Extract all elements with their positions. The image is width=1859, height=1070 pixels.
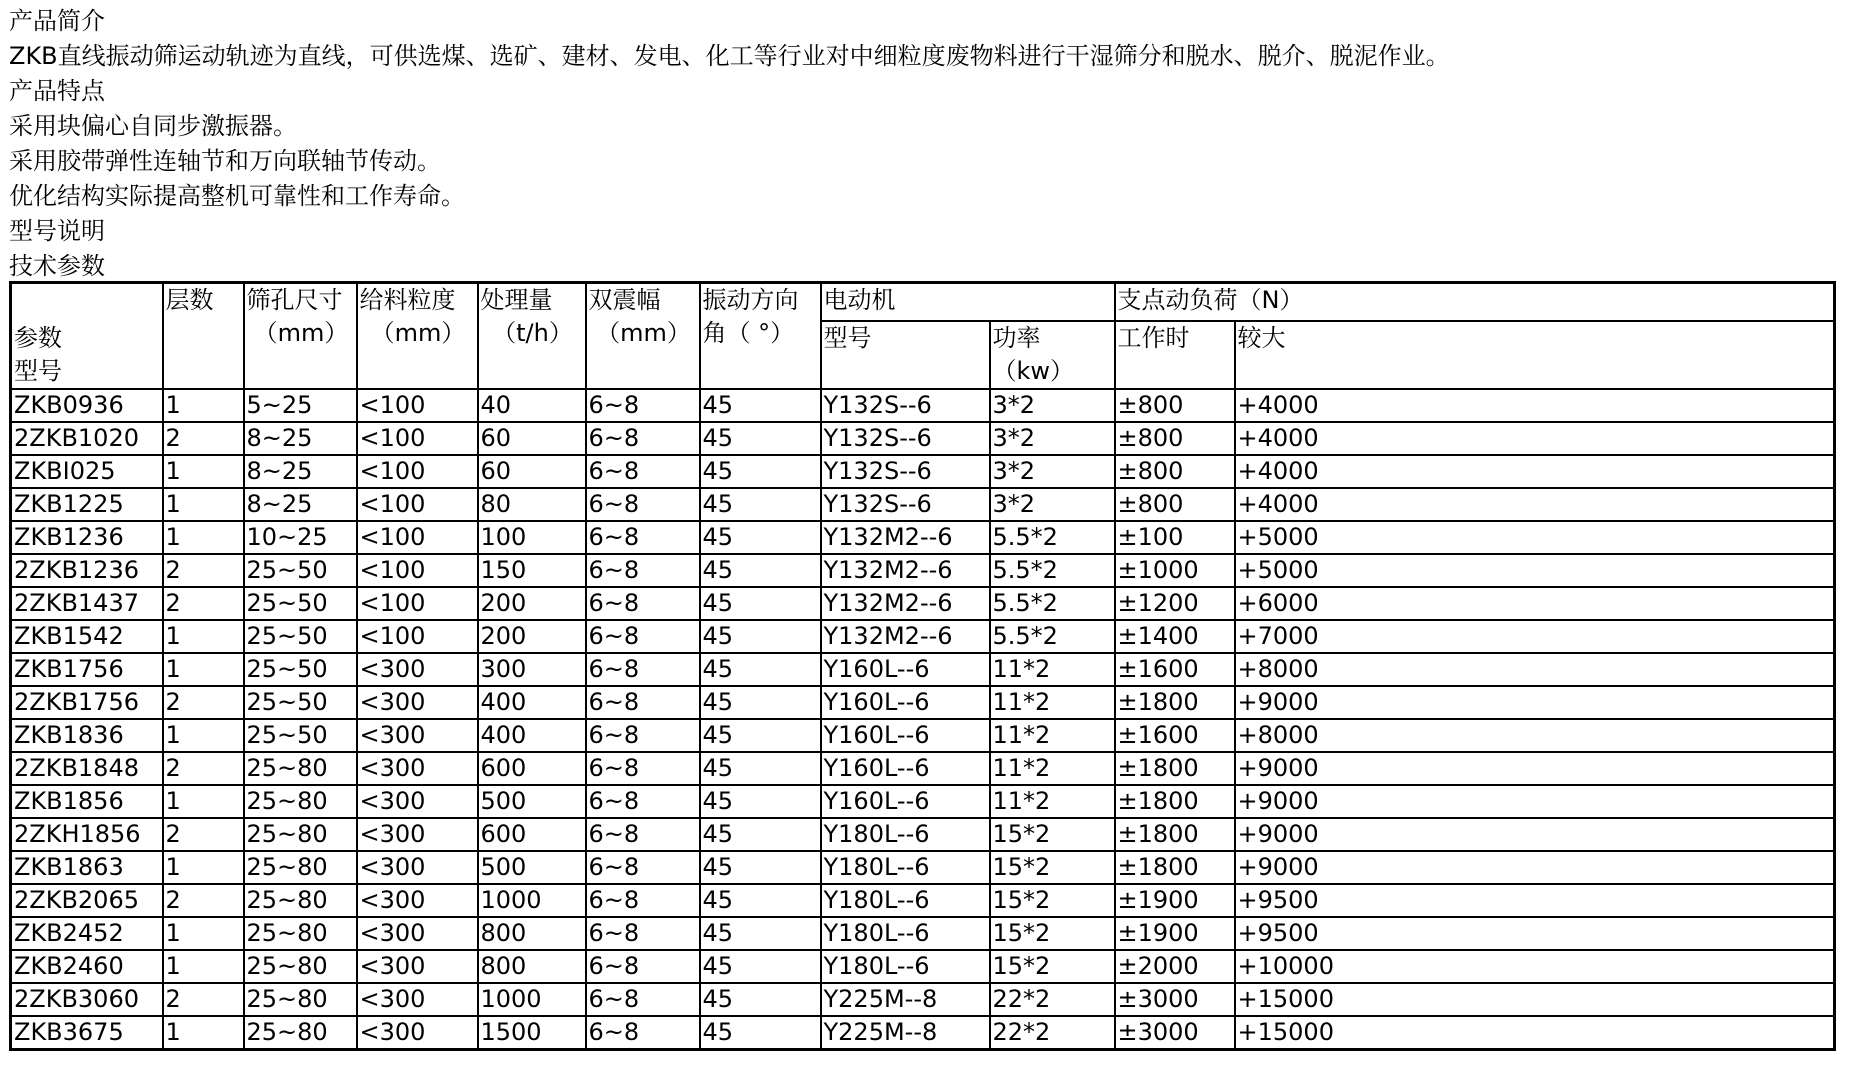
cell-load-max: +5000 [1235,521,1835,554]
header-capacity-unit: （t/h） [492,319,573,347]
header-amplitude-label: 双震幅 [588,286,661,314]
cell-feed-size: <300 [357,884,478,917]
cell-power: 5.5*2 [990,587,1115,620]
cell-amplitude: 6~8 [586,587,700,620]
header-motor: 电动机 [821,283,1115,322]
cell-load-work: ±1900 [1115,884,1235,917]
cell-aperture: 25~80 [244,851,357,884]
cell-angle: 45 [700,950,821,983]
cell-amplitude: 6~8 [586,884,700,917]
cell-layers: 1 [163,620,244,653]
cell-feed-size: <300 [357,917,478,950]
table-row [11,884,1835,917]
cell-capacity: 500 [478,785,586,818]
cell-layers: 1 [163,455,244,488]
cell-angle: 45 [700,620,821,653]
table-row [11,488,1835,521]
feature-item: 优化结构实际提高整机可靠性和工作寿命。 [9,182,465,210]
header-load-max: 较大 [1235,321,1835,389]
cell-aperture: 5~25 [244,389,357,422]
table-row [11,422,1835,455]
cell-model: 2ZKB1020 [11,422,163,455]
cell-feed-size: <100 [357,521,478,554]
cell-aperture: 25~50 [244,587,357,620]
cell-motor-model: Y160L--6 [821,686,990,719]
cell-motor-model: Y132S--6 [821,488,990,521]
cell-capacity: 150 [478,554,586,587]
header-load: 支点动负荷（N） [1115,283,1835,322]
header-angle-unit: 角（ °） [702,319,795,347]
cell-load-max: +5000 [1235,554,1835,587]
header-power-label: 功率 [992,324,1041,352]
cell-load-max: +9500 [1235,917,1835,950]
table-row [11,521,1835,554]
cell-load-max: +4000 [1235,389,1835,422]
cell-aperture: 25~80 [244,884,357,917]
cell-feed-size: <300 [357,851,478,884]
header-load-work: 工作时 [1115,321,1235,389]
cell-model: 2ZKB2065 [11,884,163,917]
cell-capacity: 60 [478,422,586,455]
cell-aperture: 10~25 [244,521,357,554]
cell-load-work: ±1800 [1115,752,1235,785]
cell-load-work: ±800 [1115,488,1235,521]
cell-power: 22*2 [990,1016,1115,1050]
cell-power: 5.5*2 [990,521,1115,554]
cell-power: 11*2 [990,752,1115,785]
cell-layers: 2 [163,752,244,785]
cell-layers: 1 [163,1016,244,1050]
cell-amplitude: 6~8 [586,389,700,422]
cell-angle: 45 [700,521,821,554]
cell-capacity: 300 [478,653,586,686]
header-feed [357,283,478,390]
cell-motor-model: Y132S--6 [821,389,990,422]
cell-power: 11*2 [990,653,1115,686]
cell-feed-size: <300 [357,818,478,851]
table-row [11,818,1835,851]
cell-power: 3*2 [990,422,1115,455]
cell-capacity: 400 [478,686,586,719]
cell-motor-model: Y132M2--6 [821,620,990,653]
cell-layers: 2 [163,587,244,620]
cell-layers: 1 [163,389,244,422]
cell-capacity: 600 [478,752,586,785]
cell-load-work: ±1600 [1115,653,1235,686]
cell-model: ZKB3675 [11,1016,163,1050]
header-aperture-unit: （mm） [253,319,349,347]
cell-model: 2ZKB1756 [11,686,163,719]
cell-model: 2ZKB1437 [11,587,163,620]
cell-layers: 2 [163,422,244,455]
spec-table [9,281,1836,1051]
cell-layers: 1 [163,719,244,752]
cell-motor-model: Y160L--6 [821,653,990,686]
cell-load-max: +4000 [1235,455,1835,488]
cell-load-work: ±2000 [1115,950,1235,983]
cell-angle: 45 [700,1016,821,1050]
cell-load-max: +6000 [1235,587,1835,620]
header-aperture-label: 筛孔尺寸 [246,286,343,314]
cell-model: 2ZKB1848 [11,752,163,785]
cell-load-max: +10000 [1235,950,1835,983]
cell-amplitude: 6~8 [586,422,700,455]
cell-load-max: +8000 [1235,719,1835,752]
cell-load-max: +9000 [1235,752,1835,785]
cell-capacity: 1000 [478,884,586,917]
cell-layers: 1 [163,950,244,983]
cell-motor-model: Y180L--6 [821,851,990,884]
table-row [11,389,1835,422]
cell-angle: 45 [700,752,821,785]
cell-power: 15*2 [990,818,1115,851]
header-feed-unit: （mm） [370,319,466,347]
cell-angle: 45 [700,389,821,422]
cell-feed-size: <100 [357,587,478,620]
cell-feed-size: <100 [357,554,478,587]
cell-angle: 45 [700,785,821,818]
header-power-unit: （kw） [992,357,1075,385]
cell-angle: 45 [700,884,821,917]
heading-tech-params: 技术参数 [9,252,105,280]
heading-intro: 产品简介 [9,7,105,35]
cell-load-work: ±1800 [1115,818,1235,851]
cell-load-work: ±1000 [1115,554,1235,587]
cell-layers: 2 [163,884,244,917]
table-row [11,1016,1835,1050]
cell-load-max: +8000 [1235,653,1835,686]
cell-aperture: 25~50 [244,719,357,752]
cell-load-max: +4000 [1235,488,1835,521]
cell-angle: 45 [700,455,821,488]
feature-item: 采用胶带弹性连轴节和万向联轴节传动。 [9,147,441,175]
cell-capacity: 1500 [478,1016,586,1050]
cell-motor-model: Y180L--6 [821,818,990,851]
cell-motor-model: Y225M--8 [821,1016,990,1050]
cell-power: 15*2 [990,851,1115,884]
cell-amplitude: 6~8 [586,752,700,785]
header-layers: 层数 [163,283,244,390]
cell-model: ZKB1225 [11,488,163,521]
cell-capacity: 500 [478,851,586,884]
cell-feed-size: <300 [357,983,478,1016]
cell-load-work: ±1600 [1115,719,1235,752]
table-row [11,620,1835,653]
header-angle [700,283,821,390]
cell-power: 11*2 [990,686,1115,719]
cell-layers: 1 [163,917,244,950]
header-param: 参数 [14,324,62,352]
cell-amplitude: 6~8 [586,620,700,653]
cell-amplitude: 6~8 [586,653,700,686]
heading-model-description: 型号说明 [9,217,105,245]
cell-power: 3*2 [990,389,1115,422]
table-row [11,917,1835,950]
cell-angle: 45 [700,851,821,884]
cell-power: 15*2 [990,950,1115,983]
header-amplitude-unit: （mm） [596,319,691,347]
cell-aperture: 25~80 [244,1016,357,1050]
header-model: 型号 [14,357,62,385]
cell-aperture: 25~50 [244,620,357,653]
cell-angle: 45 [700,653,821,686]
cell-aperture: 25~80 [244,752,357,785]
cell-load-work: ±100 [1115,521,1235,554]
cell-power: 11*2 [990,719,1115,752]
cell-model: ZKB1236 [11,521,163,554]
intro-text: ZKB直线振动筛运动轨迹为直线，可供选煤、选矿、建材、发电、化工等行业对中细粒度废物料进行干湿筛分和脱水、脱介、脱泥作业。 [9,42,1450,70]
cell-motor-model: Y132M2--6 [821,521,990,554]
cell-power: 3*2 [990,488,1115,521]
table-row [11,455,1835,488]
cell-load-work: ±1800 [1115,686,1235,719]
cell-angle: 45 [700,686,821,719]
cell-aperture: 25~80 [244,785,357,818]
cell-aperture: 25~80 [244,983,357,1016]
cell-aperture: 8~25 [244,455,357,488]
cell-power: 3*2 [990,455,1115,488]
cell-power: 11*2 [990,785,1115,818]
cell-load-work: ±3000 [1115,1016,1235,1050]
cell-layers: 2 [163,818,244,851]
header-angle-label: 振动方向 [702,286,799,314]
cell-angle: 45 [700,917,821,950]
table-row [11,653,1835,686]
table-row [11,719,1835,752]
cell-amplitude: 6~8 [586,554,700,587]
cell-amplitude: 6~8 [586,1016,700,1050]
cell-layers: 1 [163,488,244,521]
cell-capacity: 200 [478,620,586,653]
cell-capacity: 400 [478,719,586,752]
header-capacity [478,283,586,390]
cell-layers: 1 [163,521,244,554]
cell-feed-size: <300 [357,719,478,752]
cell-power: 15*2 [990,917,1115,950]
cell-model: ZKB1756 [11,653,163,686]
cell-aperture: 8~25 [244,488,357,521]
cell-capacity: 800 [478,917,586,950]
cell-capacity: 80 [478,488,586,521]
cell-amplitude: 6~8 [586,950,700,983]
cell-layers: 2 [163,983,244,1016]
cell-model: 2ZKB1236 [11,554,163,587]
cell-layers: 1 [163,851,244,884]
cell-power: 22*2 [990,983,1115,1016]
cell-load-work: ±800 [1115,389,1235,422]
cell-load-work: ±1400 [1115,620,1235,653]
cell-feed-size: <100 [357,389,478,422]
cell-aperture: 25~50 [244,554,357,587]
cell-motor-model: Y132S--6 [821,455,990,488]
cell-feed-size: <100 [357,422,478,455]
cell-layers: 1 [163,785,244,818]
cell-feed-size: <300 [357,950,478,983]
cell-model: ZKB2460 [11,950,163,983]
cell-load-max: +9000 [1235,851,1835,884]
cell-power: 15*2 [990,884,1115,917]
cell-load-max: +9500 [1235,884,1835,917]
header-amplitude [586,283,700,390]
heading-features: 产品特点 [9,77,105,105]
cell-capacity: 800 [478,950,586,983]
cell-motor-model: Y132M2--6 [821,554,990,587]
cell-aperture: 25~50 [244,686,357,719]
cell-amplitude: 6~8 [586,521,700,554]
cell-load-max: +9000 [1235,818,1835,851]
table-row [11,851,1835,884]
cell-capacity: 600 [478,818,586,851]
cell-feed-size: <300 [357,1016,478,1050]
table-row [11,752,1835,785]
cell-feed-size: <100 [357,488,478,521]
cell-motor-model: Y180L--6 [821,884,990,917]
cell-model: ZKB0936 [11,389,163,422]
cell-aperture: 25~80 [244,818,357,851]
cell-feed-size: <100 [357,455,478,488]
cell-load-max: +7000 [1235,620,1835,653]
cell-motor-model: Y132S--6 [821,422,990,455]
cell-model: ZKB1542 [11,620,163,653]
cell-load-max: +15000 [1235,983,1835,1016]
cell-amplitude: 6~8 [586,851,700,884]
header-power [990,321,1115,389]
cell-angle: 45 [700,554,821,587]
cell-amplitude: 6~8 [586,983,700,1016]
cell-model: ZKBI025 [11,455,163,488]
cell-motor-model: Y160L--6 [821,752,990,785]
cell-motor-model: Y180L--6 [821,950,990,983]
cell-load-max: +9000 [1235,686,1835,719]
intro-section [9,4,1849,284]
cell-capacity: 40 [478,389,586,422]
cell-amplitude: 6~8 [586,686,700,719]
cell-motor-model: Y180L--6 [821,917,990,950]
cell-motor-model: Y160L--6 [821,785,990,818]
table-row [11,554,1835,587]
cell-capacity: 1000 [478,983,586,1016]
cell-model: ZKB2452 [11,917,163,950]
header-param-model [11,283,163,390]
cell-model: 2ZKH1856 [11,818,163,851]
cell-load-work: ±800 [1115,455,1235,488]
cell-capacity: 200 [478,587,586,620]
table-row [11,587,1835,620]
cell-feed-size: <300 [357,653,478,686]
cell-angle: 45 [700,818,821,851]
cell-model: ZKB1863 [11,851,163,884]
cell-feed-size: <300 [357,686,478,719]
header-feed-label: 给料粒度 [359,286,456,314]
cell-load-work: ±800 [1115,422,1235,455]
cell-model: ZKB1856 [11,785,163,818]
cell-model: ZKB1836 [11,719,163,752]
cell-layers: 2 [163,686,244,719]
table-header-row [11,283,1835,322]
cell-angle: 45 [700,983,821,1016]
table-row [11,785,1835,818]
cell-feed-size: <100 [357,620,478,653]
cell-aperture: 8~25 [244,422,357,455]
cell-load-work: ±3000 [1115,983,1235,1016]
cell-load-work: ±1900 [1115,917,1235,950]
cell-angle: 45 [700,587,821,620]
cell-layers: 1 [163,653,244,686]
cell-angle: 45 [700,719,821,752]
cell-load-work: ±1800 [1115,785,1235,818]
cell-model: 2ZKB3060 [11,983,163,1016]
cell-amplitude: 6~8 [586,719,700,752]
cell-power: 5.5*2 [990,554,1115,587]
cell-capacity: 100 [478,521,586,554]
cell-load-work: ±1800 [1115,851,1235,884]
cell-amplitude: 6~8 [586,917,700,950]
cell-capacity: 60 [478,455,586,488]
header-motor-model: 型号 [821,321,990,389]
cell-amplitude: 6~8 [586,785,700,818]
cell-load-work: ±1200 [1115,587,1235,620]
cell-power: 5.5*2 [990,620,1115,653]
cell-aperture: 25~50 [244,653,357,686]
table-row [11,686,1835,719]
cell-feed-size: <300 [357,785,478,818]
cell-aperture: 25~80 [244,917,357,950]
cell-amplitude: 6~8 [586,818,700,851]
cell-amplitude: 6~8 [586,455,700,488]
cell-motor-model: Y132M2--6 [821,587,990,620]
feature-item: 采用块偏心自同步激振器。 [9,112,297,140]
cell-angle: 45 [700,422,821,455]
cell-motor-model: Y225M--8 [821,983,990,1016]
cell-load-max: +9000 [1235,785,1835,818]
table-row [11,983,1835,1016]
cell-angle: 45 [700,488,821,521]
cell-load-max: +4000 [1235,422,1835,455]
cell-load-max: +15000 [1235,1016,1835,1050]
cell-aperture: 25~80 [244,950,357,983]
cell-feed-size: <300 [357,752,478,785]
header-capacity-label: 处理量 [480,286,553,314]
table-row [11,950,1835,983]
header-aperture [244,283,357,390]
cell-layers: 2 [163,554,244,587]
cell-amplitude: 6~8 [586,488,700,521]
cell-motor-model: Y160L--6 [821,719,990,752]
